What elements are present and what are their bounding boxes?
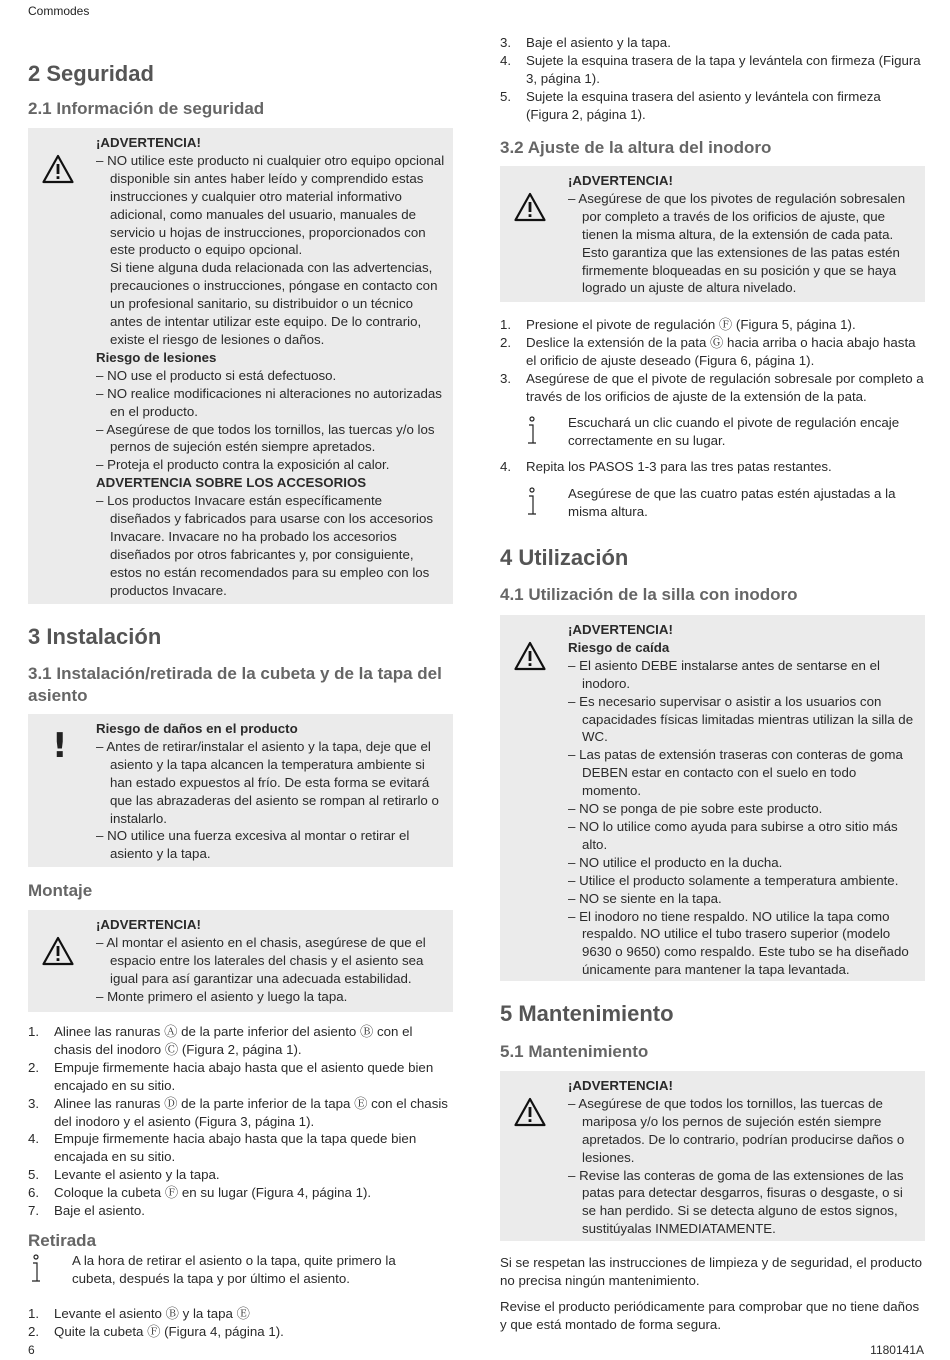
safety-bullet: – NO utilice este producto ni cualquier otro equipo opcional disponible sin antes haber leído y comprendido estas instrucciones y cualquier otro material informativo adicional, como manuales del usuario, manuales de servicio u hojas de instrucciones, proporcionados con este producto o equipo opcional. — [96, 152, 445, 258]
note-text: Asegúrese de que las cuatro patas estén ajustadas a la misma altura. — [568, 486, 896, 519]
list-item: 1. Levante el asiento Ⓑ y la tapa Ⓔ — [28, 1306, 250, 1321]
warning-triangle-icon — [42, 936, 74, 966]
use-bullet: – El asiento DEBE instalarse antes de sentarse en el inodoro. — [568, 657, 880, 691]
section-4-title: 4 Utilización — [500, 545, 629, 570]
use-bullet: – NO se siente en la tapa. — [568, 890, 722, 906]
list-item: 5. Sujete la esquina trasera del asiento y levántela con firmeza (Figura 2, página 1). — [500, 88, 881, 122]
warning-triangle-icon — [514, 1097, 546, 1127]
montaje-bullet: – Al montar el asiento en el chasis, asegúrese de que el espacio entre los laterales del chasis y el asiento sea igual para así garantizar una adecuada estabilidad. — [96, 934, 426, 986]
safety-bullet: – NO use el producto si está defectuoso. — [96, 367, 337, 383]
section-5-1-title: 5.1 Mantenimiento — [500, 1042, 649, 1061]
note-legs — [524, 485, 924, 521]
list-item: 6. Coloque la cubeta Ⓕ en su lugar (Figura 4, página 1). — [28, 1185, 372, 1201]
safety-bullet: – Los productos Invacare están específicamente diseñados y fabricados para usarse con los accesorios Invacare. Invacare no ha probado los accesorios diseñados por otros fabricantes y, por consiguiente, estos no están recomendados para su empleo con los productos Invacare. — [96, 493, 433, 598]
safety-bullet: – Proteja el producto contra la exposición al calor. — [96, 457, 390, 473]
height-paragraph: Esto garantiza que las extensiones de las patas estén firmemente bloqueadas en su posición y que se haya logrado un ajuste de altura nivelado. — [582, 244, 900, 296]
damage-heading: Riesgo de daños en el producto — [96, 721, 298, 736]
section-3-2-title: 3.2 Ajuste de la altura del inodoro — [500, 138, 772, 157]
list-item: 5. Levante el asiento y la tapa. — [28, 1167, 220, 1183]
safety-bullet: – NO realice modificaciones ni alteraciones no autorizadas en el producto. — [96, 385, 442, 419]
maintenance-paragraph: Si se respetan las instrucciones de limpieza y de seguridad, el producto no precisa ningún mantenimiento. — [500, 1255, 923, 1288]
list-item: 4. Repita los PASOS 1-3 para las tres patas restantes. — [500, 459, 832, 474]
use-bullet: – Las patas de extensión traseras con conteras de goma DEBEN estar en contacto con el suelo en todo momento. — [568, 747, 903, 799]
list-item: 3. Asegúrese de que el pivote de regulación sobresale por completo a través de los orificios de ajuste de la extensión de la pata. — [500, 370, 924, 404]
info-icon — [28, 1254, 44, 1284]
use-bullet: – Utilice el producto solamente a temperatura ambiente. — [568, 872, 899, 888]
list-item: 4. Empuje firmemente hacia abajo hasta que la tapa quede bien encajada en su sitio. — [28, 1131, 417, 1165]
list-item: 3. Alinee las ranuras Ⓓ de la parte inferior de la tapa Ⓔ con el chasis del inodoro y el asiento (Figura 3, página 1). — [28, 1095, 448, 1129]
document-id: 1180141A — [870, 1343, 924, 1357]
list-item: 1. Presione el pivote de regulación Ⓕ (Figura 5, página 1). — [500, 317, 856, 332]
section-2-title: 2 Seguridad — [28, 61, 154, 86]
retirada-title: Retirada — [28, 1231, 97, 1250]
note-text: Escuchará un clic cuando el pivote de regulación encaje correctamente en su lugar. — [568, 415, 900, 448]
damage-bullet: – Antes de retirar/instalar el asiento y la tapa, deje que el asiento y la tapa alcancen la temperatura ambiente si han estado expuestos al frío. De esta forma se evitará que las abrazaderas del asiento se rompan al retirarlo o instalarlo. — [96, 738, 439, 826]
running-header: Commodes — [28, 4, 90, 18]
use-bullet: – NO lo utilice como ayuda para subirse a otro sitio más alto. — [568, 818, 898, 852]
warning-label: ¡ADVERTENCIA! — [96, 917, 201, 932]
risk-heading: Riesgo de caída — [568, 639, 670, 655]
section-3-1-title: 3.1 Instalación/retirada de la cubeta y de la tapa del asiento — [28, 664, 442, 705]
use-warning-box — [500, 615, 925, 981]
maintenance-bullet: – Revise las conteras de goma de las extensiones de las patas para detectar desgarros, fisuras o desgaste, o si se han perdido. Si se detecta alguno de estos signos, sustitúyalas INMEDIATAMENTE. — [568, 1167, 904, 1237]
safety-paragraph: Si tiene alguna duda relacionada con las advertencias, precauciones o instrucciones, póngase en contacto con un profesional sanitario, su distribuidor o un técnico antes de intentar utilizar este equipo. De lo contrario, existe el riesgo de lesiones o daños. — [110, 260, 438, 347]
exclamation-icon: ! — [52, 726, 68, 766]
safety-warning-box — [28, 128, 453, 604]
montaje-steps — [28, 1023, 453, 1220]
page-number: 6 — [28, 1343, 35, 1357]
list-item: 2. Quite la cubeta Ⓕ (Figura 4, página 1). — [28, 1323, 284, 1339]
warning-triangle-icon — [514, 192, 546, 222]
height-steps — [500, 316, 925, 406]
list-item: 2. Deslice la extensión de la pata Ⓖ hacia arriba o hacia abajo hasta el orificio de ajuste deseado (Figura 6, página 1). — [500, 334, 916, 368]
accessories-heading: ADVERTENCIA SOBRE LOS ACCESORIOS — [96, 475, 367, 491]
warning-label: ¡ADVERTENCIA! — [568, 1078, 673, 1093]
montaje-title: Montaje — [28, 881, 93, 900]
retirada-note — [28, 1252, 418, 1288]
note-text: A la hora de retirar el asiento o la tapa, quite primero la cubeta, después la tapa y por último el asiento. — [72, 1253, 396, 1286]
use-bullet: – Es necesario supervisar o asistir a los usuarios con capacidades físicas limitadas mientras utilizan la silla de WC. — [568, 693, 914, 745]
warning-label: ¡ADVERTENCIA! — [96, 135, 201, 150]
info-icon — [524, 487, 540, 517]
maintenance-bullet: – Asegúrese de que todos los tornillos, las tuercas de mariposa y/o los pernos de sujeción estén siempre apretados. De lo contrario, podrían producirse daños o lesiones. — [568, 1095, 905, 1165]
retirada-steps — [28, 1305, 453, 1341]
height-bullet: – Asegúrese de que los pivotes de regulación sobresalen por completo a través de los orificios de ajuste, que tienen la misma altura, de la extensión de cada pata. — [568, 190, 906, 242]
list-item: 1. Alinee las ranuras Ⓐ de la parte inferior del asiento Ⓑ con el chasis del inodoro Ⓒ (Figura 2, página 1). — [28, 1024, 413, 1057]
warning-triangle-icon — [514, 641, 546, 671]
list-item: 7. Baje el asiento. — [28, 1203, 145, 1219]
safety-bullet: – Asegúrese de que todos los tornillos, las tuercas y/o los pernos de sujeción estén siempre apretados. — [96, 421, 435, 455]
section-3-title: 3 Instalación — [28, 624, 162, 649]
info-icon — [524, 416, 540, 446]
montaje-warning-box — [28, 910, 453, 1012]
use-bullet: – El inodoro no tiene respaldo. NO utilice la tapa como respaldo. NO utilice el tubo trasero superior (modelo 9630 o 9650) como respaldo. Este tubo se ha diseñado únicamente para mantener la tapa levantada. — [568, 908, 909, 978]
note-click — [524, 414, 924, 450]
height-warning-box — [500, 166, 925, 302]
height-step-4 — [500, 458, 925, 476]
warning-triangle-icon — [42, 154, 74, 184]
risk-heading: Riesgo de lesiones — [96, 349, 217, 365]
product-damage-box — [28, 714, 453, 867]
list-item: 3. Baje el asiento y la tapa. — [500, 35, 671, 50]
maintenance-warning-box — [500, 1071, 925, 1241]
section-4-1-title: 4.1 Utilización de la silla con inodoro — [500, 585, 798, 604]
use-bullet: – NO se ponga de pie sobre este producto. — [568, 801, 823, 817]
maintenance-paragraph: Revise el producto periódicamente para comprobar que no tiene daños y que está montado de forma segura. — [500, 1299, 920, 1332]
warning-label: ¡ADVERTENCIA! — [568, 622, 673, 637]
montaje-bullet: – Monte primero el asiento y luego la tapa. — [96, 988, 348, 1004]
section-2-1-title: 2.1 Información de seguridad — [28, 99, 265, 118]
damage-bullet: – NO utilice una fuerza excesiva al montar o retirar el asiento y la tapa. — [96, 828, 410, 862]
list-item: 4. Sujete la esquina trasera de la tapa y levántela con firmeza (Figura 3, página 1). — [500, 52, 921, 86]
continued-steps — [500, 34, 925, 124]
section-5-title: 5 Mantenimiento — [500, 1001, 674, 1026]
list-item: 2. Empuje firmemente hacia abajo hasta que el asiento quede bien encajado en su sitio. — [28, 1059, 434, 1093]
use-bullet: – NO utilice el producto en la ducha. — [568, 854, 783, 870]
warning-label: ¡ADVERTENCIA! — [568, 173, 673, 188]
